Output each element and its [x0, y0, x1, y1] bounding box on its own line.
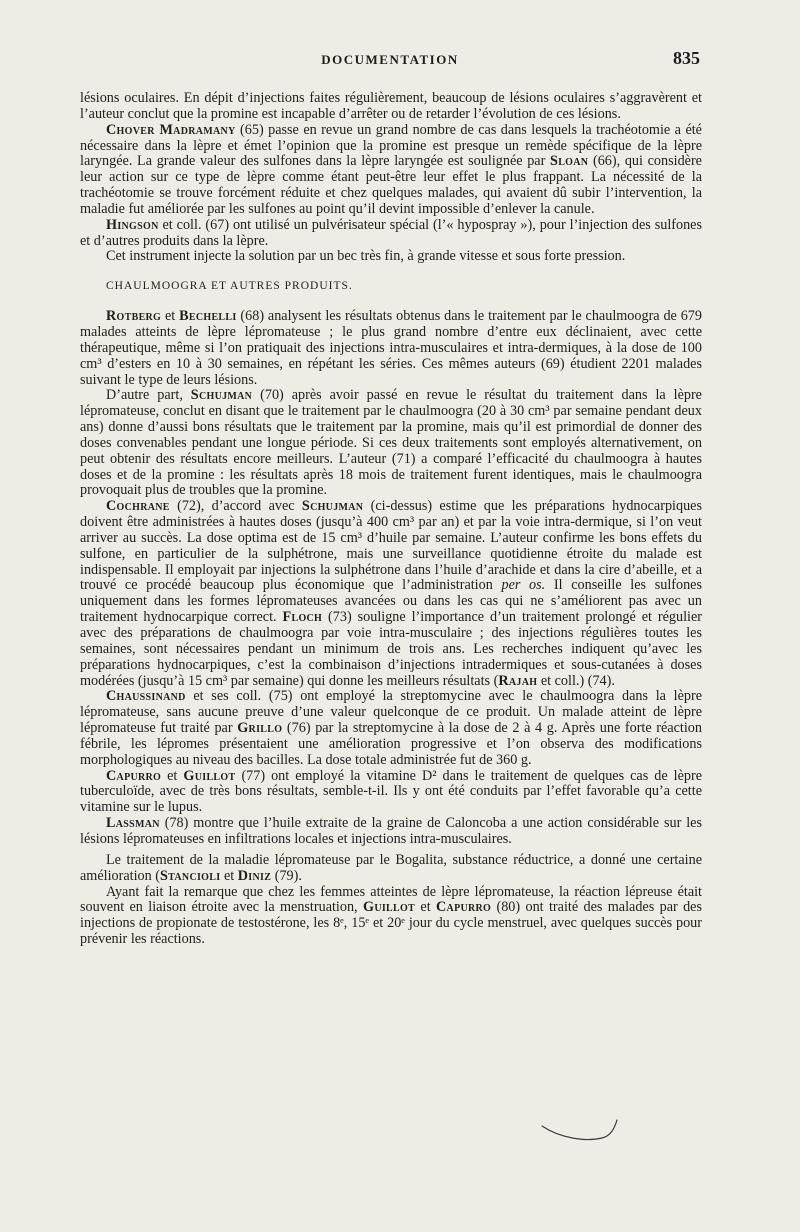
text-run: et [415, 899, 436, 916]
text-run: Il conseille les sulfones uniquement dans les formes lépromateuses avancées ou dans les cas qui ne s’améliorent pas avec un traitement hydnocarpique correct. [80, 577, 702, 626]
section-heading: CHAULMOOGRA ET AUTRES PRODUITS. [106, 280, 353, 293]
paragraph [80, 499, 702, 689]
text-run: et coll. (67) ont utilisé un pulvérisateur spécial (l’« hypospray »), pour l’injection des sulfones et d’autres produits dans la lèpre. [80, 216, 702, 249]
paragraph [80, 689, 702, 768]
text-run: (72), d’accord avec [169, 498, 302, 515]
author-name: Guillot [183, 767, 236, 784]
author-name: Hingson [106, 216, 159, 233]
author-name: Guillot [362, 899, 416, 916]
text-run: et [161, 308, 180, 325]
text-run: (70) après avoir passé en revue le résultat du traitement dans la lèpre lépromateuse, conclut en disant que le traitement par le chaulmoogra (20 à 30 cm³ par semaine pendant deux ans) donne d’aussi bons résultats que le traitement par la promine, mais qu’il est primordial de donner des doses convenables pendant une longue période. Si ces deux traitements sont employés alternativement, on peut obtenir des résultats encore meilleurs. L’auteur (71) a comparé l’efficacité du chaulmoogra à hautes doses et de la promine : les résultats après 18 mois de traitement furent identiques, mais le chaulmoogra provoquait plus de troubles que la promine. [80, 387, 702, 499]
author-name: Chaussinand [106, 688, 186, 705]
paragraph [80, 309, 702, 388]
page-header [80, 48, 700, 72]
author-name: Grillo [237, 720, 283, 737]
author-name: Cochrane [106, 498, 170, 515]
author-name: Capurro [106, 767, 162, 784]
author-name: Diniz [237, 867, 272, 884]
paragraph [80, 885, 702, 948]
text-run: (ci-dessus) estime que les préparations hydnocarpiques doivent être administrées à hautes doses (jusqu’à 400 cm³ par an) et par la voie intra-dermique, si l’on veut arriver au succès. La dose optima est de 15 cm³ d’huile par semaine. L’auteur confirme les bons effets du sulfone, en particulier de la sulphétrone, mais une surveillance quotidienne étroite du malade est indispensable. Il employait par injections la sulphétrone dans l’huile d’arachide et dans la cire d’abeille, et a trouvé ce procédé beaucoup plus économique que l’administration [80, 498, 702, 594]
author-name: Chover Madramany [106, 121, 236, 138]
author-name: Rajah [498, 672, 538, 689]
author-name: Schujman [190, 387, 253, 404]
body-text [80, 91, 702, 948]
italic-text: per os. [501, 577, 546, 594]
text-run: et ses coll. (75) ont employé la streptomycine avec le chaulmoogra dans la lèpre lépromateuse, sans aucune preuve d’une valeur quelconque de ce produit. Un malade atteint de lèpre lépromateuse fut traité par [80, 688, 702, 737]
text-run: lésions oculaires. En dépit d’injections faites régulièrement, beaucoup de lésions oculaires s’aggravèrent et l’auteur conclut que la promine est incapable d’arrêter ou de retarder l’évolution de ces lésions. [80, 90, 702, 122]
text-run: (68) analysent les résultats obtenus dans le traitement par le chaulmoogra de 679 malades atteints de lèpre lépromateuse ; le plus grand nombre d’entre eux déclinaient, avec cette thérapeutique, même si l’on pratiquait des injections intra-musculaires et intra-dermiques, à la dose de 100 cm³ d’esters en 10 à 30 semaines, en répétant les séries. Ces mêmes auteurs (69) étudient 2201 malades suivant le type de leurs lésions. [80, 308, 702, 388]
author-name: Lassman [106, 815, 160, 832]
text-run: (76) par la streptomycine à la dose de 2 à 4 g. Après une forte réaction fébrile, les lépromes présentaient une amélioration progressive et l’on observa des modifications morphologiques au niveau des bacilles. La dose totale administrée fut de 360 g. [80, 720, 702, 768]
text-run: (79). [271, 867, 302, 884]
author-name: Stancioli [159, 867, 221, 884]
author-name: Schujman [301, 498, 364, 515]
text-run: et [161, 767, 184, 784]
text-run: (73) souligne l’importance d’un traitement prolongé et régulier avec des préparations de chaulmoogra par voie intra-musculaire ; des injections régulières toutes les semaines, sont nécessaires pendant un minimum de trois ans. Les recherches indiquent qu’avec les préparations hydnocarpiques, c’est la combinaison d’injections intradermiques et sous-cutanées à doses modérées (jusqu’à 15 cm³ par semaine) qui donne les meilleurs résultats ( [80, 609, 703, 689]
author-name: Floch [282, 609, 323, 626]
paragraph [80, 388, 702, 499]
text-run: (80) ont traité des malades par des injections de propionate de testostérone, les 8ᵉ, 15ᵉ et 20ᵉ jour du cycle menstruel, avec quelques succès pour prévenir les réactions. [80, 899, 702, 948]
running-title: DOCUMENTATION [321, 52, 459, 67]
text-run: Le traitement de la maladie lépromateuse par le Bogalita, substance réductrice, a donné une certaine amélioration ( [80, 851, 702, 884]
text-run: (77) ont employé la vitamine D² dans le traitement de quelques cas de lèpre tuberculoïde, avec de très bons résultats, semble-t-il. Ils y ont été conduits par l’effet favorable qu’a cette vitamine sur le lupus. [80, 767, 702, 816]
paragraph [80, 123, 702, 218]
text-run: Cet instrument injecte la solution par un bec très fin, à grande vitesse et sous forte pression. [106, 248, 626, 265]
text-run: (66), qui considère leur action sur ce type de lèpre comme étant peut-être leur effet le plus frappant. La nécessité de la trachéotomie se trouve forcément réduite et chez quelques malades, qui avaient dû subir l’intervention, la maladie fut améliorée par les sulfones au point qu’il devint impossible d’enlever la canule. [80, 153, 702, 217]
paragraph [80, 91, 702, 123]
author-name: Rotberg [106, 308, 162, 325]
text-run: D’autre part, [106, 387, 191, 404]
paragraph [80, 249, 702, 265]
text-run: Ayant fait la remarque que chez les femmes atteintes de lèpre lépromateuse, la réaction lépreuse était souvent en liaison étroite avec la menstruation, [80, 883, 702, 916]
pen-mark-icon [540, 1118, 620, 1148]
text-run: (78) montre que l’huile extraite de la graine de Caloncoba a une action considérable sur les lésions lépromateuses en infiltrations locales et injections intra-musculaires. [80, 815, 702, 847]
paragraph [80, 218, 702, 250]
paragraph [80, 769, 702, 817]
page-number: 835 [673, 48, 700, 68]
text-run: et [220, 867, 238, 884]
paragraph [80, 816, 702, 848]
author-name: Bechelli [179, 308, 237, 325]
text-run: et coll.) (74). [537, 672, 615, 689]
author-name: Sloan [550, 153, 589, 170]
text-run: (65) passe en revue un grand nombre de cas dans lesquels la trachéotomie a été nécessaire dans la lèpre et émet l’opinion que la promine est presque un remède spécifique de la lèpre laryngée. La grande valeur des sulfones dans la lèpre laryngée est soulignée par [80, 121, 702, 170]
paragraph [80, 853, 702, 885]
author-name: Capurro [436, 899, 492, 916]
